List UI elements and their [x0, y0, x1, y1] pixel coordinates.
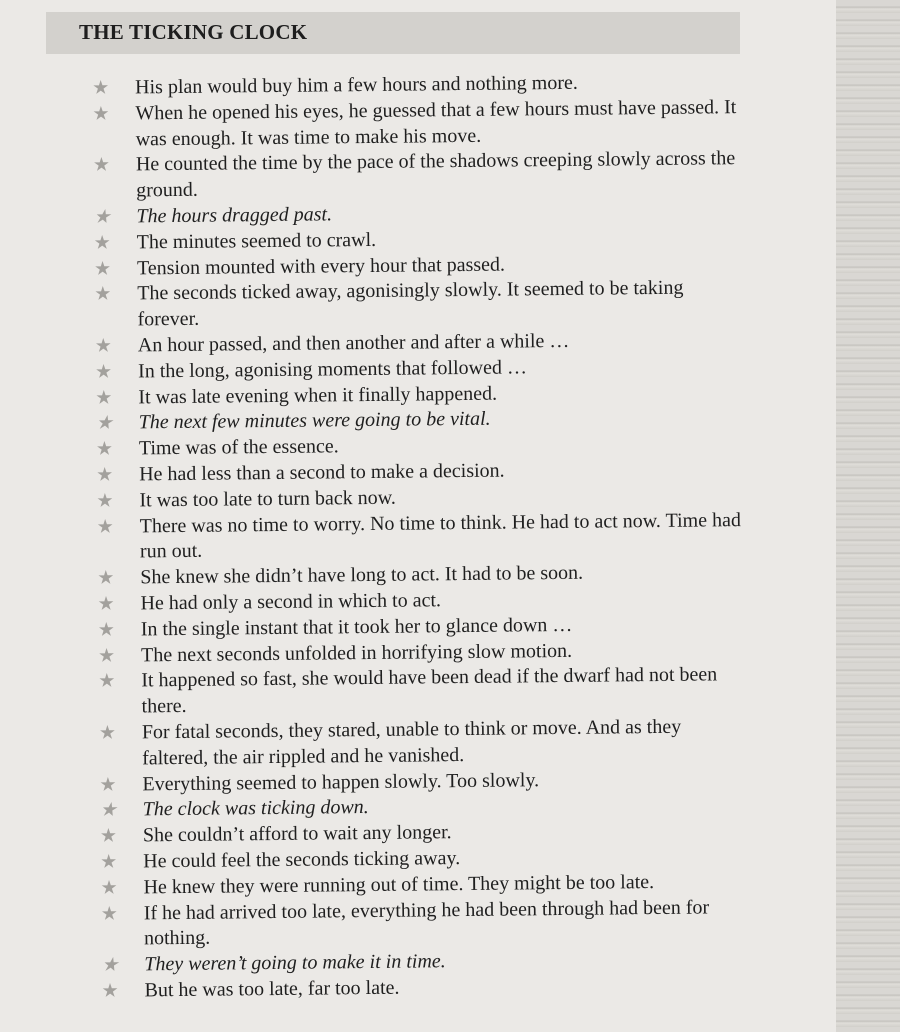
- list-item-text: It happened so fast, she would have been dead if the dwarf had not been there.: [141, 663, 718, 718]
- list-item: [85, 508, 746, 567]
- list-item-text: It was too late to turn back now.: [139, 486, 396, 512]
- list-item-text: The seconds ticked away, agonisingly slowly. It seemed to be taking forever.: [137, 277, 684, 331]
- list-item: [89, 895, 750, 954]
- list-item: [87, 714, 748, 773]
- list-item-text: For fatal seconds, they stared, unable to think or move. And as they faltered, the air rippled and he vanished.: [141, 715, 682, 770]
- list-item-text: The minutes seemed to crawl.: [136, 228, 377, 254]
- list-item-text: Time was of the essence.: [138, 435, 339, 460]
- star-icon: ★: [96, 490, 114, 512]
- list-item-text: If he had arrived too late, everything he had been through had been for nothing.: [143, 895, 710, 950]
- list-item-text: The next few minutes were going to be vital.: [138, 408, 491, 434]
- star-icon: ★: [92, 77, 110, 99]
- star-icon: ★: [94, 361, 113, 383]
- star-icon: ★: [100, 877, 118, 899]
- list-item-text: The clock was ticking down.: [142, 796, 369, 821]
- list-item-text: The hours dragged past.: [136, 203, 333, 228]
- list-item-text: His plan would buy him a few hours and nothing more.: [135, 71, 578, 99]
- list-item: [80, 95, 741, 154]
- list-item-text: Everything seemed to happen slowly. Too slowly.: [142, 768, 540, 795]
- star-icon: ★: [94, 335, 112, 357]
- phrase-list: [80, 69, 750, 1005]
- star-icon: ★: [97, 619, 115, 641]
- star-icon: ★: [93, 258, 112, 280]
- list-item-text: There was no time to worry. No time to think. He had to act now. Time had run out.: [139, 508, 742, 563]
- list-item-text: In the single instant that it took her to glance down …: [140, 613, 573, 641]
- star-icon: ★: [98, 670, 116, 693]
- star-icon: ★: [99, 825, 118, 847]
- list-item-text: An hour passed, and then another and after a while …: [137, 329, 570, 357]
- star-icon: ★: [97, 645, 116, 667]
- list-item: [89, 972, 749, 1005]
- star-icon: ★: [93, 232, 111, 254]
- list-item-text: He had only a second in which to act.: [140, 589, 442, 615]
- list-item-text: He knew they were running out of time. They might be too late.: [143, 870, 655, 899]
- star-icon: ★: [95, 387, 113, 409]
- star-icon: ★: [101, 954, 119, 976]
- star-icon: ★: [98, 722, 117, 744]
- list-item-text: It was late evening when it finally happened.: [138, 382, 498, 408]
- star-icon: ★: [97, 567, 115, 589]
- list-item: [81, 146, 742, 205]
- list-item: [82, 275, 743, 334]
- star-icon: ★: [92, 103, 110, 125]
- list-item-text: She knew she didn’t have long to act. It had to be soon.: [140, 561, 584, 589]
- list-item-text: He had less than a second to make a decision.: [139, 459, 505, 486]
- list-item-text: They weren’t going to make it in time.: [144, 950, 446, 976]
- list-item-text: Tension mounted with every hour that passed.: [136, 253, 506, 279]
- star-icon: ★: [97, 593, 115, 615]
- star-icon: ★: [92, 155, 111, 177]
- list-item-text: When he opened his eyes, he guessed that a few hours must have passed. It was enough. It was time to make his move.: [135, 95, 737, 151]
- list-item-text: He counted the time by the pace of the shadows creeping slowly across the ground.: [135, 147, 736, 202]
- star-icon: ★: [99, 799, 117, 822]
- page-edges: [836, 0, 900, 1032]
- list-item-text: She couldn’t afford to wait any longer.: [142, 821, 452, 847]
- star-icon: ★: [94, 284, 112, 306]
- section-title: THE TICKING CLOCK: [79, 20, 308, 44]
- star-icon: ★: [93, 206, 111, 228]
- list-item-text: He could feel the seconds ticking away.: [143, 846, 461, 873]
- star-icon: ★: [95, 438, 114, 461]
- list-item-text: In the long, agonising moments that followed …: [137, 356, 528, 383]
- star-icon: ★: [95, 413, 113, 435]
- list-item-text: The next seconds unfolded in horrifying slow motion.: [140, 639, 573, 666]
- star-icon: ★: [100, 903, 118, 925]
- list-item: [86, 662, 747, 721]
- list-item-text: But he was too late, far too late.: [144, 976, 400, 1002]
- star-icon: ★: [99, 774, 117, 796]
- star-icon: ★: [96, 516, 114, 538]
- star-icon: ★: [100, 851, 118, 873]
- star-icon: ★: [101, 980, 119, 1002]
- star-icon: ★: [96, 464, 114, 486]
- section-header-bar: [46, 12, 740, 54]
